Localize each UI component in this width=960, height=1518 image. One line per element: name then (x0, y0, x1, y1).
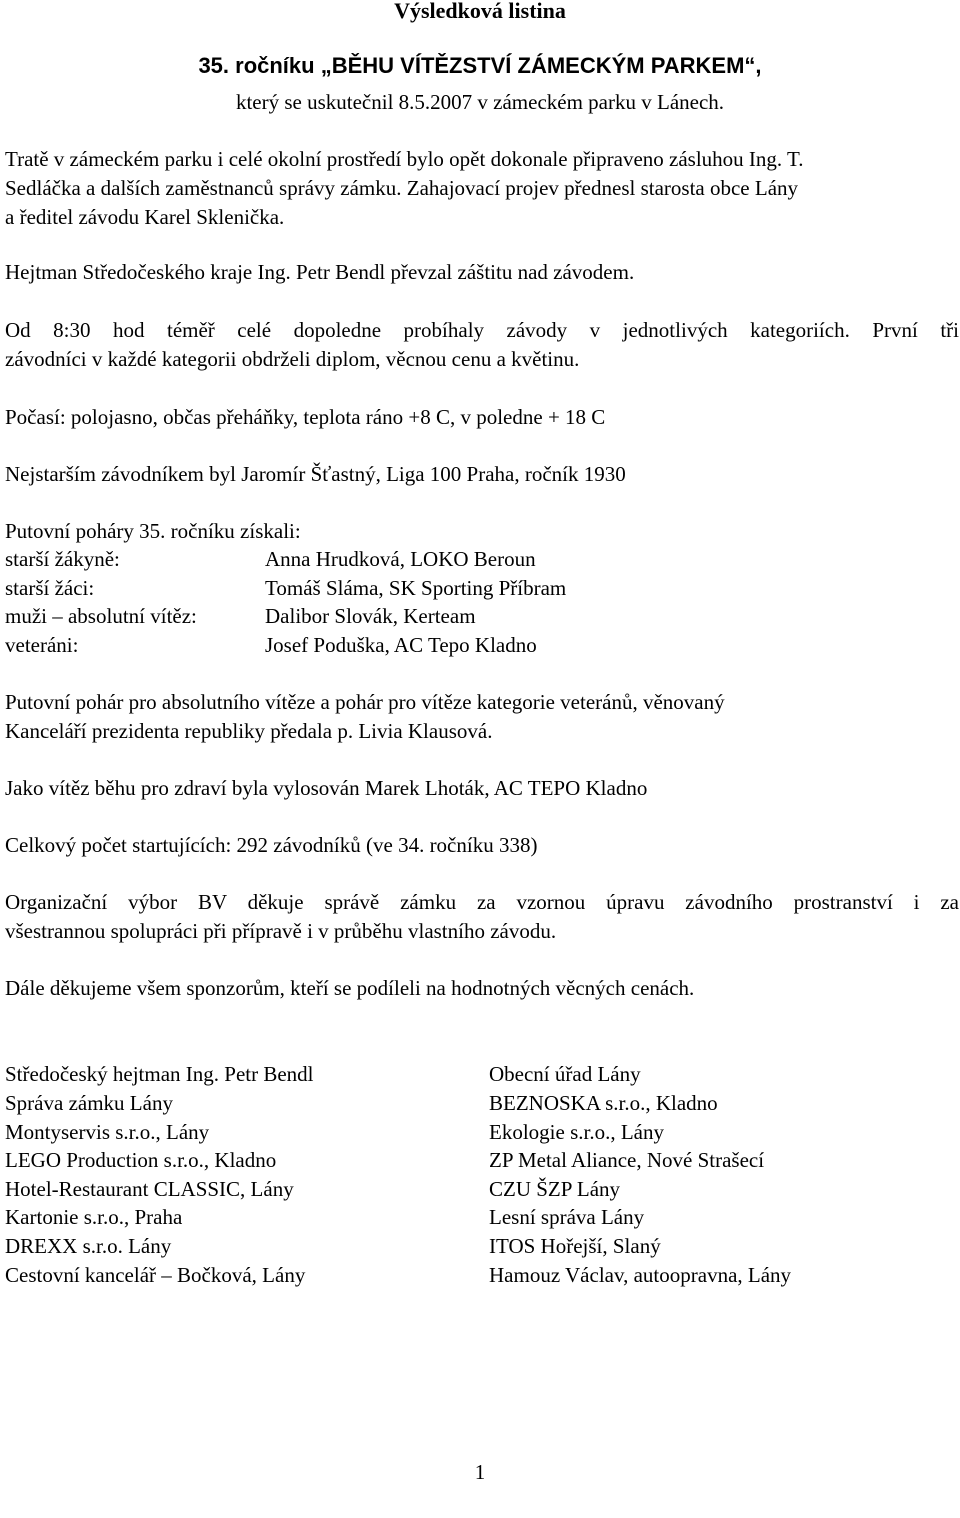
sponsor-item: Správa zámku Lány (5, 1091, 173, 1115)
trophy-category: veteráni: (5, 633, 79, 657)
sponsor-item: Obecní úřad Lány (489, 1062, 641, 1086)
trophy-winner: Dalibor Slovák, Kerteam (265, 604, 476, 628)
sponsor-item: Cestovní kancelář – Bočková, Lány (5, 1263, 306, 1287)
sponsor-item: LEGO Production s.r.o., Kladno (5, 1148, 277, 1172)
lottery-paragraph: Jako vítěz běhu pro zdraví byla vylosován Marek Lhoták, AC TEPO Kladno (5, 776, 648, 800)
cup-line-1: Putovní pohár pro absolutního vítěze a pohár pro vítěze kategorie veteránů, věnovaný (5, 690, 725, 714)
sponsor-item: Ekologie s.r.o., Lány (489, 1120, 664, 1144)
sponsor-item: BEZNOSKA s.r.o., Kladno (489, 1091, 718, 1115)
event-date-line: který se uskutečnil 8.5.2007 v zámeckém parku v Lánech. (235, 90, 725, 114)
cup-line-2: Kanceláří prezidenta republiky předala p. Livia Klausová. (5, 719, 493, 743)
thanks-line-1: Organizační výbor BV děkuje správě zámku za vzornou úpravu závodního prostranství i za (5, 890, 959, 914)
sponsors-thanks-paragraph: Dále děkujeme všem sponzorům, kteří se podíleli na hodnotných věcných cenách. (5, 976, 695, 1000)
trophies-heading: Putovní poháry 35. ročníku získali: (5, 519, 301, 543)
trophy-category: starší žákyně: (5, 547, 120, 571)
intro-line-3: a ředitel závodu Karel Sklenička. (5, 205, 285, 229)
sponsor-item: Hamouz Václav, autoopravna, Lány (489, 1263, 792, 1287)
intro-line-2: Sedláčka a dalších zaměstnanců správy zámku. Zahajovací projev přednesl starosta obce Lány (5, 176, 799, 200)
trophy-category: starší žáci: (5, 576, 95, 600)
thanks-line-2: všestrannou spolupráci při přípravě i v průběhu vlastního závodu. (5, 919, 557, 943)
races-line-1: Od 8:30 hod téměř celé dopoledne probíhaly závody v jednotlivých kategoriích. První tři (5, 318, 959, 342)
sponsor-item: Hotel-Restaurant CLASSIC, Lány (5, 1177, 294, 1201)
trophy-winner: Tomáš Sláma, SK Sporting Příbram (265, 576, 567, 600)
trophy-winner: Josef Poduška, AC Tepo Kladno (265, 633, 537, 657)
sponsor-item: Středočeský hejtman Ing. Petr Bendl (5, 1062, 314, 1086)
page-number: 1 (474, 1460, 486, 1484)
sponsor-item: ITOS Hořejší, Slaný (489, 1234, 661, 1258)
event-subtitle: 35. ročníku „BĚHU VÍTĚZSTVÍ ZÁMECKÝM PARKEM“, (198, 53, 762, 78)
patronage-paragraph: Hejtman Středočeského kraje Ing. Petr Bendl převzal záštitu nad závodem. (5, 260, 635, 284)
sponsor-item: Lesní správa Lány (489, 1205, 645, 1229)
sponsor-item: DREXX s.r.o. Lány (5, 1234, 172, 1258)
sponsor-item: CZU ŠZP Lány (489, 1177, 621, 1201)
sponsor-item: ZP Metal Aliance, Nové Strašecí (489, 1148, 765, 1172)
intro-line-1: Tratě v zámeckém parku i celé okolní prostředí bylo opět dokonale připraveno zásluhou Ing. T. (5, 147, 804, 171)
sponsor-item: Montyservis s.r.o., Lány (5, 1120, 210, 1144)
sponsor-item: Kartonie s.r.o., Praha (5, 1205, 183, 1229)
starters-paragraph: Celkový počet startujících: 292 závodníků (ve 34. ročníku 338) (5, 833, 538, 857)
weather-paragraph: Počasí: polojasno, občas přeháňky, teplota ráno +8 C, v poledne + 18 C (5, 405, 606, 429)
document-title: Výsledková listina (394, 0, 566, 23)
races-line-2: závodníci v každé kategorii obdrželi diplom, věcnou cenu a květinu. (5, 347, 580, 371)
trophy-category: muži – absolutní vítěz: (5, 604, 197, 628)
oldest-runner-paragraph: Nejstarším závodníkem byl Jaromír Šťastný, Liga 100 Praha, ročník 1930 (5, 462, 626, 486)
trophy-winner: Anna Hrudková, LOKO Beroun (265, 547, 536, 571)
